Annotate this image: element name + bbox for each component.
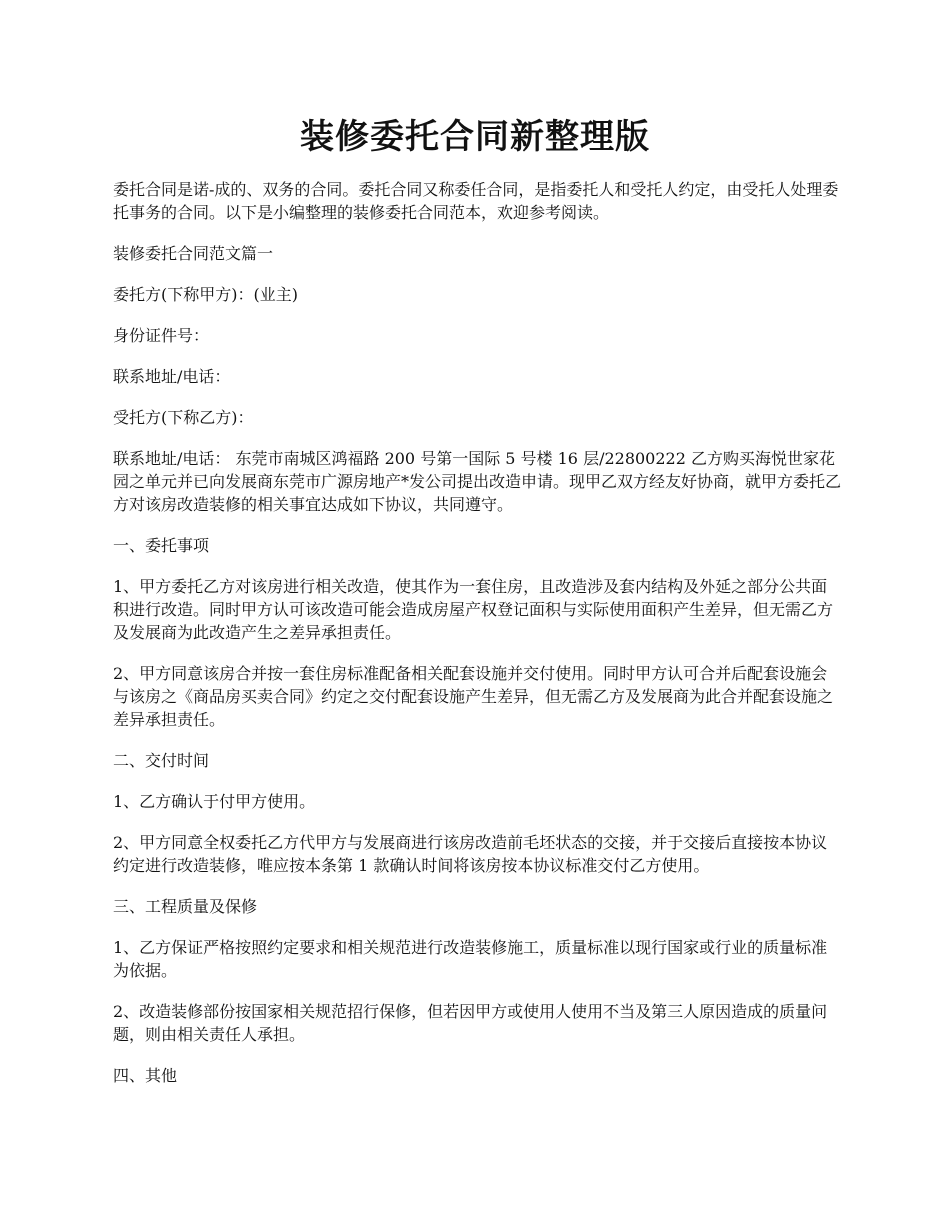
- clause-paragraph: 1、乙方确认于付甲方使用。: [113, 792, 316, 811]
- clause-heading: 四、其他: [113, 1066, 178, 1085]
- clause-paragraph: 1、甲方委托乙方对该房进行相关改造，使其作为一套住房，且改造涉及套内结构及外延之部分公共面积进行改造。同时甲方认可该改造可能会造成房屋产权登记面积与实际使用面积产生差异，但无需乙方及发展商为此改造产生之差异承担责任。: [113, 577, 834, 642]
- intro-paragraph: 委托合同是诺-成的、双务的合同。委托合同又称委任合同，是指委托人和受托人约定，由受托人处理委托事务的合同。以下是小编整理的装修委托合同范本，欢迎参考阅读。: [113, 180, 839, 222]
- party-a-contact-line: 联系地址/电话：: [113, 367, 231, 386]
- document-body: [113, 178, 841, 1105]
- section-heading: 装修委托合同范文篇一: [113, 244, 274, 263]
- party-b-line: 受托方(下称乙方)：: [113, 408, 254, 427]
- clause-heading: 三、工程质量及保修: [113, 897, 258, 916]
- clause-paragraph: 2、改造装修部份按国家相关规范招行保修，但若因甲方或使用人使用不当及第三人原因造成的质量问题，则由相关责任人承担。: [113, 1002, 828, 1044]
- clause-paragraph: 2、甲方同意该房合并按一套住房标准配备相关配套设施并交付使用。同时甲方认可合并后配套设施会与该房之《商品房买卖合同》约定之交付配套设施产生差异，但无需乙方及发展商为此合并配套设施之差异承担责任。: [113, 664, 834, 729]
- party-b-contact-paragraph: 联系地址/电话： 东莞市南城区鸿福路 200 号第一国际 5 号楼 16 层/22800222 乙方购买海悦世家花园之单元并已向发展商东莞市广源房地产*发公司提出改造申请。现甲乙双方经友好协商，就甲方委托乙方对该房改造装修的相关事宜达成如下协议，共同遵守。: [113, 449, 842, 514]
- clause-heading: 一、委托事项: [113, 536, 210, 555]
- party-a-line: 委托方(下称甲方)：(业主): [113, 285, 298, 304]
- clause-paragraph: 1、乙方保证严格按照约定要求和相关规范进行改造装修施工，质量标准以现行国家或行业的质量标准为依据。: [113, 938, 828, 980]
- clause-paragraph: 2、甲方同意全权委托乙方代甲方与发展商进行该房改造前毛坯状态的交接，并于交接后直接按本协议约定进行改造装修，唯应按本条第 1 款确认时间将该房按本协议标准交付乙方使用。: [113, 833, 828, 875]
- clause-heading: 二、交付时间: [113, 751, 210, 770]
- document-title: 装修委托合同新整理版: [300, 117, 650, 157]
- id-number-line: 身份证件号：: [113, 326, 210, 345]
